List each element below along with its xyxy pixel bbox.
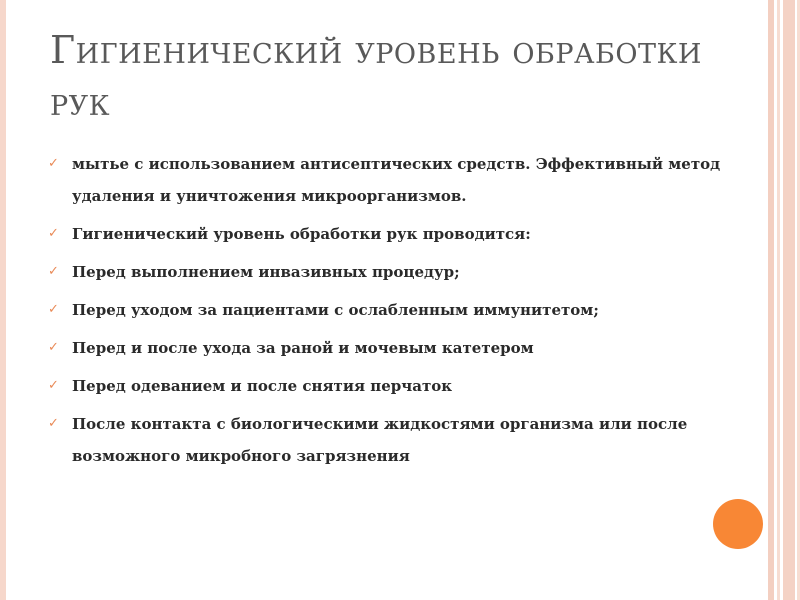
bullet-item [48,332,728,364]
check-mark-icon: ✓ [48,264,59,279]
check-mark-icon: ✓ [48,302,59,317]
right-decorative-stripe [777,0,780,600]
bullet-item [48,218,728,250]
right-decorative-stripe [783,0,795,600]
bullet-text: Гигиенический уровень обработки рук проводится: [72,225,531,243]
bullet-item [48,294,728,326]
check-mark-icon: ✓ [48,226,59,241]
bullet-text: Перед выполнением инвазивных процедур; [72,263,460,281]
check-mark-icon: ✓ [48,378,59,393]
check-mark-icon: ✓ [48,416,59,431]
bullet-text: мытье с использованием антисептических средств. Эффективный метод удаления и уничтожения микроорганизмов. [72,155,721,205]
bullet-text: Перед уходом за пациентами с ослабленным иммунитетом; [72,301,599,319]
bullet-item [48,408,728,472]
decorative-orange-circle [713,499,763,549]
bullet-list [48,148,728,478]
check-mark-icon: ✓ [48,156,59,171]
bullet-item [48,148,728,212]
bullet-text: Перед и после ухода за раной и мочевым катетером [72,339,534,357]
bullet-item [48,370,728,402]
right-decorative-stripe [768,0,774,600]
left-decorative-stripe [0,0,6,600]
slide-title: Гигиенический уровень обработки рук [50,28,702,124]
bullet-text: После контакта с биологическими жидкостями организма или после возможного микробного загрязнения [72,415,688,465]
bullet-item [48,256,728,288]
bullet-text: Перед одеванием и после снятия перчаток [72,377,453,395]
check-mark-icon: ✓ [48,340,59,355]
